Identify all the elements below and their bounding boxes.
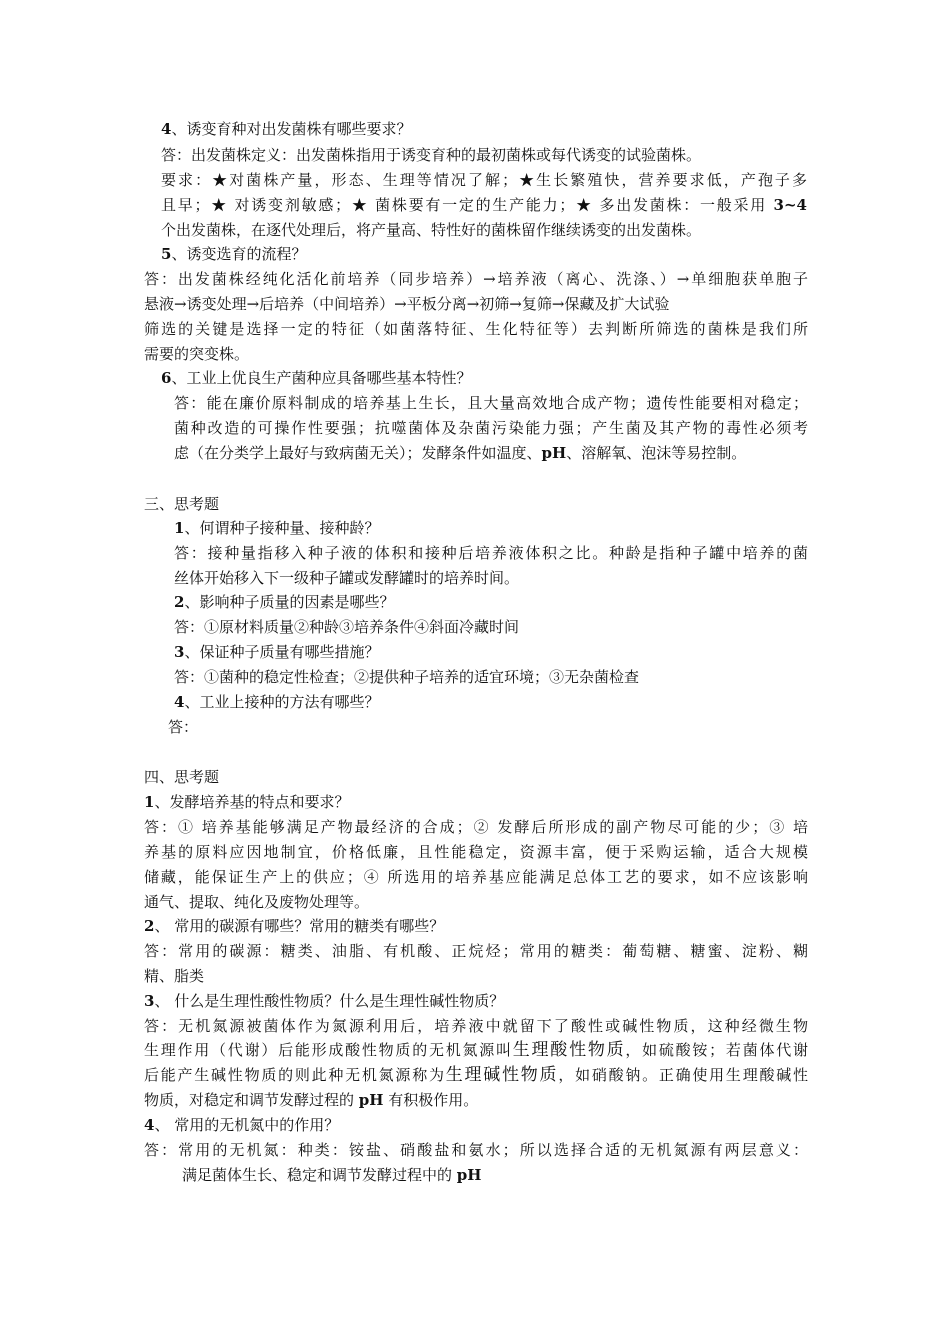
- answer-line: 悬液→诱变处理→后培养（中间培养）→平板分离→初筛→复筛→保藏及扩大试验: [144, 295, 670, 313]
- answer-line: 答：①菌种的稳定性检查；②提供种子培养的适宜环境；③无杂菌检查: [174, 668, 640, 686]
- answer-line: 养基的原料应因地制宜，价格低廉，且性能稳定，资源丰富，便于采购运输，适合大规模: [144, 843, 808, 861]
- answer-line: 虑（在分类学上最好与致病菌无关）；发酵条件如温度、pH、溶解氧、泡沫等易控制。: [174, 444, 747, 462]
- question-heading: 6、工业上优良生产菌种应具备哪些基本特性？: [161, 369, 472, 387]
- answer-line: 答：常用的无机氮：种类：铵盐、硝酸盐和氨水；所以选择合适的无机氮源有两层意义：: [144, 1141, 808, 1159]
- answer-line: 满足菌体生长、稳定和调节发酵过程中的 pH: [182, 1166, 482, 1184]
- question-heading: 2、 常用的碳源有哪些？常用的糖类有哪些？: [144, 917, 445, 935]
- answer-line: 答：常用的碳源：糖类、油脂、有机酸、正烷烃；常用的糖类：葡萄糖、糖蜜、淀粉、糊: [144, 942, 808, 960]
- question-heading: 3、 什么是生理性酸性物质？什么是生理性碱性物质？: [144, 992, 505, 1010]
- question-heading: 4、 常用的无机氮中的作用？: [144, 1116, 340, 1134]
- question-heading: 4、诱变育种对出发菌株有哪些要求？: [161, 120, 412, 138]
- answer-line: 答：无机氮源被菌体作为氮源利用后，培养液中就留下了酸性或碱性物质，这种经微生物: [144, 1017, 808, 1035]
- answer-line: 通气、提取、纯化及废物处理等。: [144, 893, 370, 911]
- answer-line: 答：出发菌株定义：出发菌株指用于诱变育种的最初菌株或每代诱变的试验菌株。: [161, 146, 702, 164]
- answer-line: 生理作用（代谢）后能形成酸性物质的无机氮源叫生理酸性物质，如硫酸铵；若菌体代谢: [144, 1040, 808, 1060]
- answer-line: 答：接种量指移入种子液的体积和接种后培养液体积之比。种龄是指种子罐中培养的菌: [174, 544, 808, 562]
- answer-line: 答：: [168, 718, 199, 736]
- section-heading: 三、思考题: [144, 495, 220, 513]
- question-heading: 2、影响种子质量的因素是哪些？: [174, 593, 395, 611]
- answer-line: 物质，对稳定和调节发酵过程的 pH 有积极作用。: [144, 1091, 479, 1109]
- question-heading: 1、何谓种子接种量、接种龄？: [174, 519, 380, 537]
- question-heading: 4、工业上接种的方法有哪些？: [174, 693, 380, 711]
- answer-line: 要求：★对菌株产量，形态、生理等情况了解；★生长繁殖快，营养要求低，产孢子多: [161, 171, 807, 189]
- question-heading: 3、保证种子质量有哪些措施？: [174, 643, 380, 661]
- question-heading: 1、发酵培养基的特点和要求？: [144, 793, 350, 811]
- answer-line: 答：①原材料质量②种龄③培养条件④斜面冷藏时间: [174, 618, 520, 636]
- answer-line: 且早；★ 对诱变剂敏感；★ 菌株要有一定的生产能力；★ 多出发菌株：一般采用 3~4: [161, 196, 807, 214]
- answer-line: 答：出发菌株经纯化活化前培养（同步培养）→培养液（离心、洗涤、）→单细胞获单胞子: [144, 270, 808, 288]
- answer-line: 储藏，能保证生产上的供应；④ 所选用的培养基应能满足总体工艺的要求，如不应该影响: [144, 868, 808, 886]
- question-heading: 5、诱变选育的流程？: [161, 245, 307, 263]
- section-heading: 四、思考题: [144, 768, 220, 786]
- answer-line: 答：① 培养基能够满足产物最经济的合成；② 发酵后所形成的副产物尽可能的少；③ 培: [144, 818, 808, 836]
- answer-line: 菌种改造的可操作性要强；抗噬菌体及杂菌污染能力强；产生菌及其产物的毒性必须考: [174, 419, 808, 437]
- answer-line: 丝体开始移入下一级种子罐或发酵罐时的培养时间。: [174, 569, 520, 587]
- answer-line: 个出发菌株，在逐代处理后，将产量高、特性好的菌株留作继续诱变的出发菌株。: [161, 221, 702, 239]
- answer-line: 筛选的关键是选择一定的特征（如菌落特征、生化特征等）去判断所筛选的菌株是我们所: [144, 320, 808, 338]
- answer-line: 答：能在廉价原料制成的培养基上生长，且大量高效地合成产物；遗传性能要相对稳定；: [174, 394, 808, 412]
- answer-line: 需要的突变株。: [144, 345, 250, 363]
- answer-line: 后能产生碱性物质的则此种无机氮源称为生理碱性物质，如硝酸钠。正确使用生理酸碱性: [144, 1065, 808, 1085]
- answer-line: 精、脂类: [144, 967, 205, 985]
